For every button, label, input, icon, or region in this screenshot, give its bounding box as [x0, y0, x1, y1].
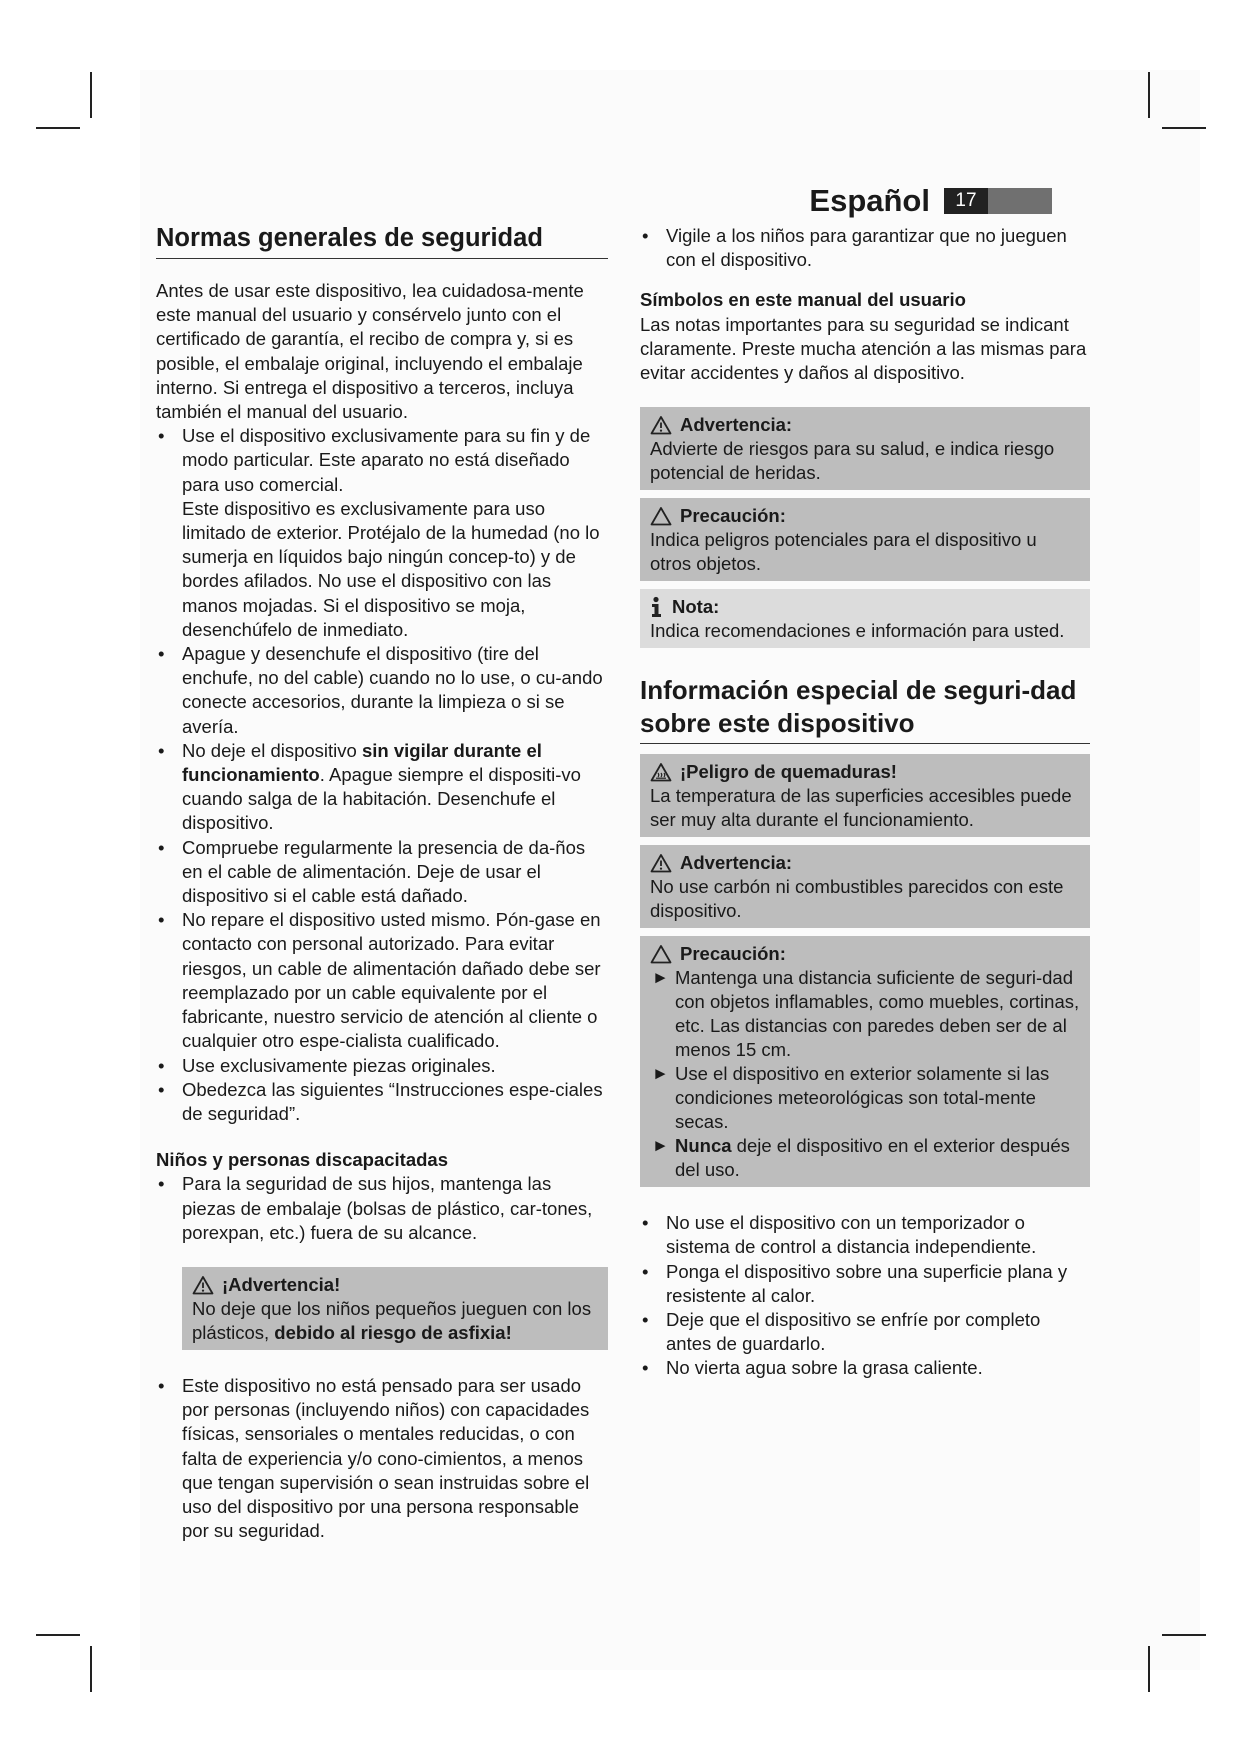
ability-list [156, 1374, 608, 1543]
box-text: La temperatura de las superficies accesibles puede ser muy alta durante el funcionamiento. [650, 785, 1072, 831]
box-title-text: ¡Peligro de quemaduras! [680, 761, 897, 783]
symbol-box-caution [640, 498, 1090, 581]
caution-triangle-icon [650, 506, 672, 526]
crop-mark [1162, 1634, 1206, 1636]
list-item-continuation: Este dispositivo es exclusivamente para uso limitado de exterior. Protéjalo de la humedad (no lo sumerja en líquidos bajo ningún concep-to) y de bordes afilados. No use el dispositivo con las manos mojadas. Si el dispositivo se moja, desenchúfelo de inmediato. [182, 497, 600, 640]
box-title-text: Advertencia: [680, 852, 793, 874]
box-text: No use carbón ni combustibles parecidos con este dispositivo. [650, 876, 1064, 922]
page-header [809, 183, 1052, 219]
left-column [156, 222, 608, 1543]
symbols-heading: Símbolos en este manual del usuario [640, 289, 966, 311]
box-text: Advierte de riesgos para su salud, e indica riesgo potencial de heridas. [650, 438, 1055, 484]
list-item: • Ponga el dispositivo sobre una superficie plana y resistente al calor. [640, 1260, 1090, 1308]
emphasis-text: sin vigilar durante el funcionamiento [182, 739, 542, 786]
caution-triangle-icon [650, 944, 672, 964]
section-title-general-safety: Normas generales de seguridad [156, 222, 608, 259]
general-safety-list [156, 424, 608, 497]
list-item: • Compruebe regularmente la presencia de da-ños en el cable de alimentación. Deje de usar el dispositivo si el cable está dañado. [156, 836, 608, 909]
symbol-box-note [640, 589, 1090, 648]
box-text: Indica recomendaciones e información para usted. [650, 620, 1065, 642]
list-item: ► Mantenga una distancia suficiente de seguri-dad con objetos inflamables, como muebles, cortinas, etc. Las distancias con paredes deben ser de al menos 15 cm. [650, 966, 1080, 1062]
list-item: ► Nunca deje el dispositivo en el exterior después del uso. [650, 1134, 1080, 1182]
warning-box-suffocation [182, 1267, 608, 1350]
crop-mark [1148, 1646, 1150, 1692]
children-list [156, 1172, 608, 1245]
list-item: • Use el dispositivo exclusivamente para su fin y de modo particular. Este aparato no está diseñado para uso comercial. [156, 424, 608, 497]
charcoal-warning-box [640, 845, 1090, 928]
box-text: Indica peligros potenciales para el dispositivo u otros objetos. [650, 529, 1037, 575]
hot-surface-icon [650, 762, 672, 782]
language-title: Español [809, 183, 930, 218]
children-list-cont [640, 224, 1090, 272]
crop-mark [36, 1634, 80, 1636]
list-item: • Vigile a los niños para garantizar que no jueguen con el dispositivo. [640, 224, 1090, 272]
page-number: 17 [944, 188, 988, 214]
warning-box-title: ¡Advertencia! [192, 1273, 598, 1297]
warning-triangle-icon [192, 1275, 214, 1295]
list-item: • Deje que el dispositivo se enfríe por completo antes de guardarlo. [640, 1308, 1090, 1356]
list-item: • Apague y desenchufe el dispositivo (tire del enchufe, no del cable) cuando no lo use, o cu-ando conecte accesorios, durante la limpieza o si se avería. [156, 642, 608, 739]
list-item: • Use exclusivamente piezas originales. [156, 1054, 608, 1078]
page-number-strip [988, 188, 1052, 214]
box-title-text: Precaución: [680, 505, 786, 527]
crop-mark [90, 1646, 92, 1692]
children-heading: Niños y personas discapacitadas [156, 1149, 449, 1171]
symbol-box-warning [640, 407, 1090, 490]
box-title-text: Precaución: [680, 943, 786, 965]
right-column [640, 224, 1090, 1381]
emphasis-text: debido al riesgo de asfixia! [274, 1321, 512, 1343]
caution-box-distance [640, 936, 1090, 1187]
box-title-text: Advertencia: [680, 414, 793, 436]
warning-triangle-icon [650, 415, 672, 435]
list-item: • No deje el dispositivo sin vigilar durante el funcionamiento. Apague siempre el dispositi-vo cuando salga de la habitación. Desenchufe el dispositivo. [156, 739, 608, 836]
emphasis-text: Nunca [675, 1135, 732, 1157]
caution-list [650, 966, 1080, 1182]
section-title-special-safety: Información especial de seguri-dad sobre este dispositivo [640, 674, 1090, 744]
crop-mark [90, 72, 92, 118]
list-item: • Obedezca las siguientes “Instrucciones espe-ciales de seguridad”. [156, 1078, 608, 1126]
crop-mark [1148, 72, 1150, 118]
info-icon [650, 596, 664, 618]
intro-paragraph: Antes de usar este dispositivo, lea cuidadosa-mente este manual del usuario y consérvelo junto con el certificado de garantía, el recibo de compra y, si es posible, el embalaje original, incluyendo el embalaje interno. Si entrega el dispositivo a terceros, incluya también el manual del usuario. [156, 280, 584, 423]
list-item: • No use el dispositivo con un temporizador o sistema de control a distancia independiente. [640, 1211, 1090, 1259]
list-item: • Para la seguridad de sus hijos, mantenga las piezas de embalaje (bolsas de plástico, car-tones, porexpan, etc.) fuera de su alcance. [156, 1172, 608, 1245]
crop-mark [1162, 127, 1206, 129]
special-safety-list [640, 1211, 1090, 1380]
list-item: • Este dispositivo no está pensado para ser usado por personas (incluyendo niños) con capacidades físicas, sensoriales o mentales reducidas, o con falta de experiencia y/o cono-cimientos, a menos que tengan supervisión o sean instruidas sobre el uso del dispositivo por una persona responsable por su seguridad. [156, 1374, 608, 1543]
burn-warning-box [640, 754, 1090, 837]
list-item: • No vierta agua sobre la grasa caliente. [640, 1356, 1090, 1380]
symbols-paragraph: Las notas importantes para su seguridad se indicant claramente. Preste mucha atención a las mismas para evitar accidentes y daños al dispositivo. [640, 313, 1087, 384]
list-item: ► Use el dispositivo en exterior solamente si las condiciones meteorológicas son total-mente secas. [650, 1062, 1080, 1134]
page-number-badge [944, 188, 1052, 214]
general-safety-list-cont [156, 642, 608, 1126]
warning-box-text: No deje que los niños pequeños jueguen con los plásticos, debido al riesgo de asfixia! [192, 1297, 592, 1343]
warning-triangle-icon [650, 853, 672, 873]
box-title-text: Nota: [672, 596, 720, 618]
crop-mark [36, 127, 80, 129]
list-item: • No repare el dispositivo usted mismo. Pón-gase en contacto con personal autorizado. Para evitar riesgos, un cable de alimentación dañado debe ser reemplazado por un cable equivalente por el fabricante, nuestro servicio de atención al cliente o cualquier otro espe-cialista cualificado. [156, 908, 608, 1053]
